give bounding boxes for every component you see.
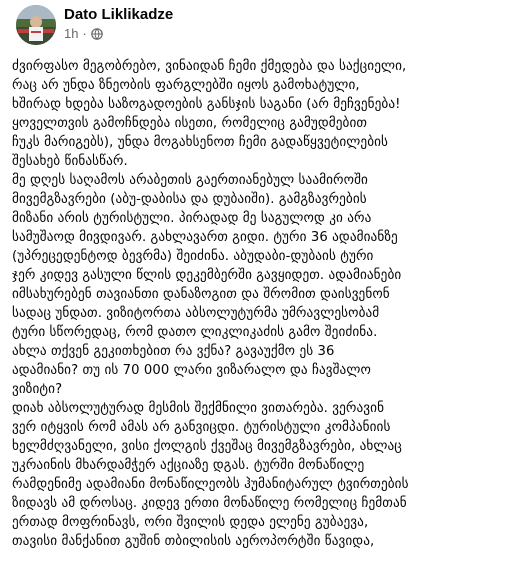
globe-icon[interactable]: [91, 28, 103, 40]
post-meta: [64, 5, 173, 42]
post-timestamp[interactable]: 1h: [64, 26, 79, 41]
avatar[interactable]: [16, 5, 56, 45]
author-name[interactable]: Dato Liklikadze: [64, 6, 174, 23]
post-paragraph: ძვირფასო მეგობრებო, ვინაიდან ჩემი ქმედება და საქციელი, რაც არ უნდა ზნეობის ფარგლებში იყოს გამოხატული, ხშირად ხდება საზოგადოების განსჯის საგანი (არ მეჩვენება! ყოველთვის გამოჩნდება ისეთი, რომელიც გამუდმებით ჩუკს მარიგებს), უნდა მოგახსენოთ ჩემი გადაწყვეტილების შესახებ წინასწარ.: [12, 59, 407, 169]
profile-photo-icon: [16, 5, 56, 45]
post-paragraph: დიახ აბსოლუტურად მესმის შექმნილი ვითარება. ვერავინ ვერ იტყვის რომ ამას არ განვიცდი. ტურისტული კომპანიის ხელმძღვანელი, ვისი ქოლგის ქვეშაც მივემგზავრები, ახლაც უკრაინის მხარდამჭერ აქციაზე დგას. ტურში მონაწილე რამდენიმე ადამიანი მონაწილეობს ჰუმანიტარულ ტვირთების ზიდავს ამ დროსაც. კიდევ ერთი მონაწილე რომელიც ჩემთან ერთად მოფრინავს, ორი შვილის დედა ელენე გუბაევა, თავისი მანქანით გუშინ თბილისის აეროპორტში წავიდა,: [12, 401, 409, 549]
separator-dot: ·: [82, 26, 87, 41]
post-header: [12, 0, 493, 49]
post-body: [12, 57, 493, 551]
post-subline: [64, 26, 173, 42]
post-paragraph: მე დღეს საღამოს არაბეთის გაერთიანებულ საამიროში მივემგზავრები (აბუ-დაბისა და დუბაიში). გამგზავრების მიზანი არის ტურისტული. პირადად მე საგულოდ კი არა სამუშაოდ მივდივარ. გახლავართ გიდი. ტური 36 ადამიანზე (უპრეცედენტოდ ბევრმა) შეიძინა. აბუდაბი-დუბაის ტური ჯერ კიდევ გასული წლის დეკემბერში გავყიდეთ. ადამიანები იმსახურებენ თავიანთი დანაზოგით და შრომით დაისვენონ სადაც უნდათ. ვიზიტორთა აბსოლუტურმა უმრავლესობამ ტური სწორედაც, რომ დათო ლიკლიკაძის გამო შეიძინა. ახლა თქვენ გეკითხებით რა ვქნა? გავაუქმო ეს 36 ადამიანი? თუ ის 70 000 ლარი ვიზარალო და ჩავშალო ვიზიტი?: [12, 173, 402, 397]
